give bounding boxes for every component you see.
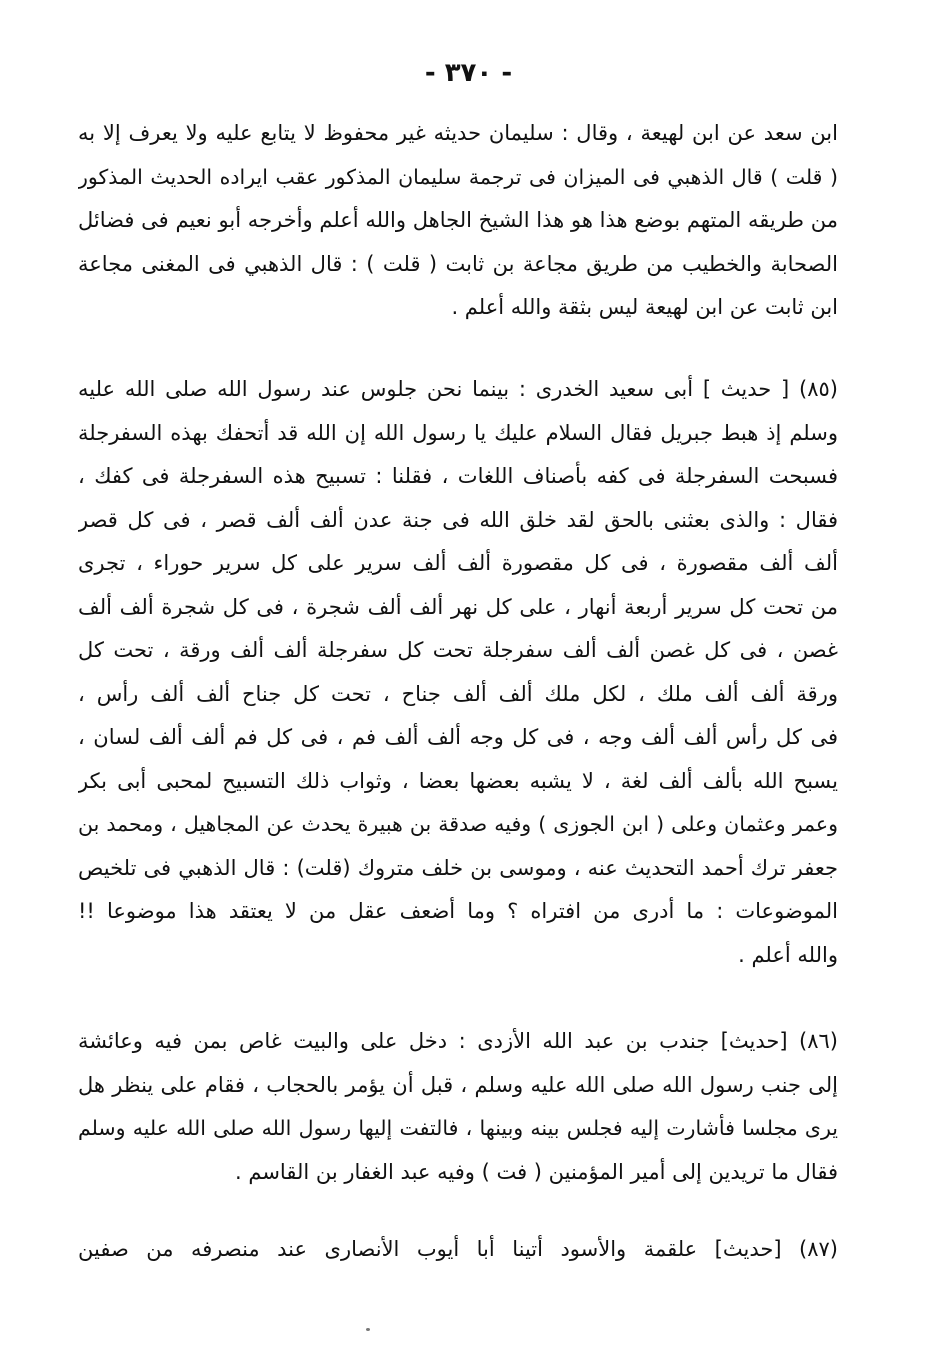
page-number: - ٣٧٠ -: [424, 58, 513, 88]
text-line: فقال ما تريدين إلى أمير المؤمنين ( فت ) وفيه عبد الغفار بن القاسم .: [235, 1159, 838, 1184]
text-line: (٨٦) [حديث] جندب بن عبد الله الأزدى : دخل على والبيت غاص بمن فيه وعائشة: [78, 1029, 838, 1053]
text-line: فى كل رأس ألف ألف وجه ، فى كل وجه ألف ألف فم ، فى كل فم ألف ألف لسان ،: [78, 725, 838, 749]
text-line: من طريقه المتهم بوضع هذا هو هذا الشيخ الجاهل والله أعلم وأخرجه أبو نعيم فى فضائل: [78, 208, 838, 232]
text-line: الموضوعات : ما أدرى من افتراه ؟ وما أضعف عقل من لا يعتقد هذا موضوعا !!: [78, 899, 838, 923]
hadith-87: [78, 1228, 838, 1272]
hadith-86: [78, 1020, 838, 1194]
text-line: فسبحت السفرجلة فى كفه بأصناف اللغات ، فقلنا : تسبيح هذه السفرجلة فى كفك ،: [78, 464, 838, 488]
text-line: ابن ثابت عن ابن لهيعة ليس بثقة والله أعلم .: [451, 295, 838, 319]
text-line: ( قلت ) قال الذهبي فى الميزان فى ترجمة سليمان المذكور عقب ايراده الحديث المذكور: [78, 164, 838, 189]
text-line: ابن سعد عن ابن لهيعة ، وقال : سليمان حديثه غير محفوظ لا يتابع عليه ولا يعرف إلا به: [78, 121, 838, 145]
text-line: فقال : والذى بعثنى بالحق لقد خلق الله فى جنة عدن ألف ألف قصر ، فى كل قصر: [78, 507, 838, 532]
text-line: يسبح الله بألف ألف لغة ، لا يشبه بعضها بعضا ، وثواب ذلك التسبيح لمحبى أبى بكر: [78, 768, 838, 793]
text-line: جعفر ترك أحمد التحديث عنه ، وموسى بن خلف متروك (قلت) : قال الذهبي فى تلخيص: [78, 855, 838, 880]
text-line: ورقة ألف ألف ملك ، لكل ملك ألف ألف جناح ، تحت كل جناح ألف ألف رأس ،: [78, 681, 838, 706]
text-line: والله أعلم .: [738, 942, 838, 967]
text-line: إلى جنب رسول الله صلى الله عليه وسلم ، قبل أن يؤمر بالحجاب ، فقام على ينظر هل: [78, 1072, 838, 1097]
print-speck: [366, 1328, 370, 1331]
text-line: (٨٧) [حديث] علقمة والأسود أتينا أبا أيوب الأنصارى عند منصرفه من صفين: [78, 1237, 838, 1261]
text-line: وعمر وعثمان وعلى ( ابن الجوزى ) وفيه صدقة بن هبيرة يحدث عن المجاهيل ، ومحمد بن: [78, 812, 838, 836]
text-line: يرى مجلسا فأشارت إليه فجلس بينه وبينها ، فالتفت إليها رسول الله صلى الله عليه وسلم: [78, 1116, 838, 1140]
paragraph-intro: [78, 112, 838, 330]
text-line: وسلم إذ هبط جبريل فقال السلام عليك يا رسول الله إن الله قد أتحفك بهذه السفرجلة: [78, 420, 838, 445]
text-line: (٨٥) [ حديث ] أبى سعيد الخدرى : بينما نحن جلوس عند رسول الله صلى الله عليه: [78, 377, 838, 401]
hadith-85: [78, 368, 838, 977]
text-line: ألف ألف مقصورة ، فى كل مقصورة ألف ألف سرير على كل سرير حوراء ، تجرى: [78, 551, 838, 575]
text-line: من تحت كل سرير أربعة أنهار ، على كل نهر ألف ألف شجرة ، فى كل شجرة ألف ألف: [78, 594, 838, 619]
text-line: غصن ، فى كل غصن ألف ألف سفرجلة تحت كل سفرجلة ألف ألف ورقة ، تحت كل: [78, 638, 838, 662]
text-line: الصحابة والخطيب من طريق مجاعة بن ثابت ( قلت ) : قال الذهبي فى المغنى مجاعة: [78, 251, 838, 276]
